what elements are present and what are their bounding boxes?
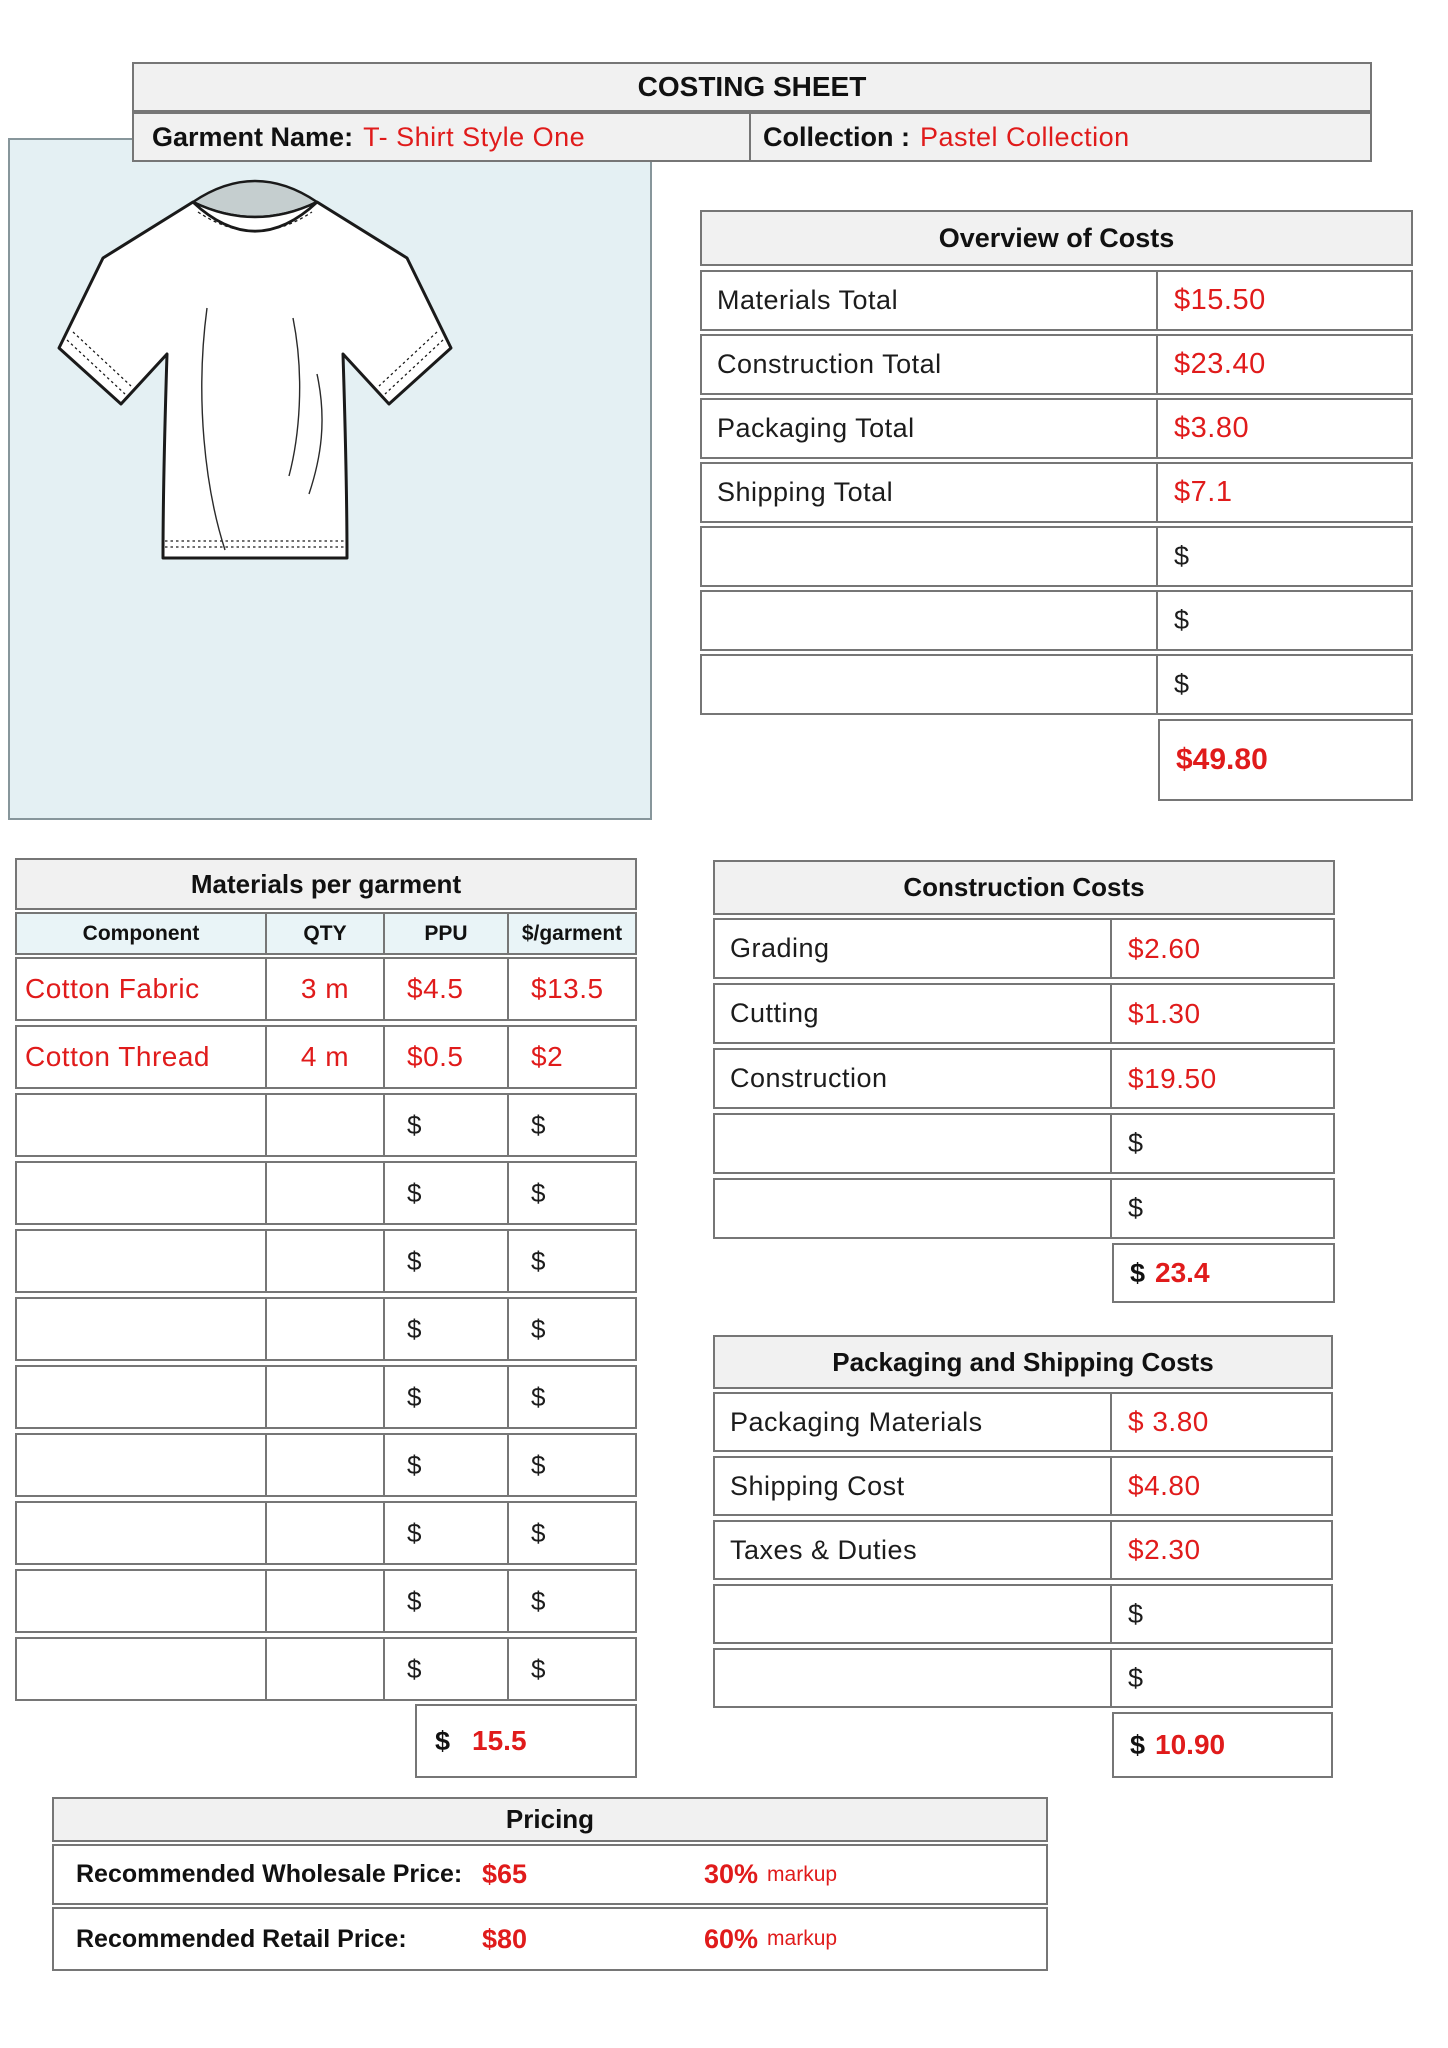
materials-per-garment: $2: [531, 1041, 564, 1072]
construction-empty-row: [713, 1113, 1335, 1174]
packaging-empty-label: [715, 1650, 1112, 1706]
materials-empty-ppu: $: [385, 1639, 509, 1699]
materials-empty-per-garment: $: [531, 1585, 546, 1616]
pricing-title: [52, 1797, 1048, 1842]
packaging-title: [713, 1335, 1333, 1389]
overview-title-text: Overview of Costs: [938, 222, 1175, 253]
packaging-row: [713, 1456, 1333, 1516]
materials-empty-component: [17, 1639, 267, 1699]
materials-empty-row: [15, 1433, 637, 1497]
packaging-row-label: Shipping Cost: [715, 1458, 1112, 1514]
materials-empty-per-garment: $: [531, 1449, 546, 1480]
construction-empty-label: [715, 1180, 1112, 1237]
materials-empty-row: [15, 1365, 637, 1429]
packaging-row-value: $ 3.80: [1128, 1406, 1209, 1437]
materials-empty-ppu: $: [385, 1571, 509, 1631]
overview-row-value: $3.80: [1174, 412, 1250, 444]
materials-empty-component: [17, 1571, 267, 1631]
materials-empty-row: [15, 1229, 637, 1293]
garment-name-value: T- Shirt Style One: [363, 121, 586, 152]
materials-empty-row: [15, 1297, 637, 1361]
overview-total-cell: [1158, 719, 1413, 801]
materials-qty: 4 m: [267, 1027, 385, 1087]
overview-row-value: $23.40: [1174, 348, 1266, 380]
construction-title-text: Construction Costs: [903, 872, 1145, 902]
pricing-markup-pct: 30%: [704, 1859, 759, 1889]
overview-row: [700, 398, 1413, 459]
materials-col-header: QTY: [267, 914, 385, 953]
packaging-row-value: $2.30: [1128, 1534, 1201, 1565]
garment-name-cell: [134, 114, 751, 160]
construction-total-currency: $: [1130, 1257, 1146, 1288]
materials-ppu: $0.5: [385, 1027, 509, 1087]
materials-empty-per-garment: $: [531, 1381, 546, 1412]
materials-row: [15, 957, 637, 1021]
overview-row-label: Shipping Total: [702, 464, 1158, 521]
overview-total-value: $49.80: [1176, 743, 1268, 776]
materials-header-row: [15, 912, 637, 955]
construction-row-value: $19.50: [1128, 1062, 1217, 1094]
construction-total-value: 23.4: [1155, 1257, 1210, 1288]
construction-row: [713, 1048, 1335, 1109]
materials-title: [15, 858, 637, 910]
packaging-row-label: Taxes & Duties: [715, 1522, 1112, 1578]
materials-empty-row: [15, 1637, 637, 1701]
materials-empty-qty: [267, 1571, 385, 1631]
materials-empty-ppu: $: [385, 1095, 509, 1155]
tshirt-flat-sketch: [55, 158, 455, 578]
construction-row: [713, 918, 1335, 979]
packaging-total-currency: $: [1130, 1729, 1146, 1760]
overview-row: [700, 270, 1413, 331]
overview-title: [700, 210, 1413, 266]
packaging-total-cell: [1112, 1712, 1333, 1778]
collection-value: Pastel Collection: [920, 121, 1130, 152]
construction-row-label: Cutting: [715, 985, 1112, 1042]
materials-total-currency: $: [435, 1725, 451, 1756]
materials-empty-component: [17, 1367, 267, 1427]
materials-total-value: 15.5: [472, 1725, 527, 1756]
overview-empty-label: [702, 656, 1158, 713]
construction-row: [713, 983, 1335, 1044]
materials-per-garment: $13.5: [531, 973, 604, 1004]
overview-empty-label: [702, 592, 1158, 649]
construction-row-value: $2.60: [1128, 932, 1201, 964]
materials-component: Cotton Thread: [17, 1027, 267, 1087]
packaging-empty-value: $: [1128, 1598, 1144, 1629]
overview-empty-row: [700, 526, 1413, 587]
construction-total-cell: [1112, 1243, 1335, 1303]
pricing-row: [52, 1907, 1048, 1971]
pricing-row-label: Recommended Wholesale Price:: [76, 1860, 463, 1888]
materials-empty-ppu: $: [385, 1299, 509, 1359]
sheet-title-bar: [132, 62, 1372, 112]
materials-empty-qty: [267, 1299, 385, 1359]
overview-row-value: $15.50: [1174, 284, 1266, 316]
tshirt-body-outline: [59, 202, 451, 558]
packaging-row-value: $4.80: [1128, 1470, 1201, 1501]
pricing-markup-pct: 60%: [704, 1923, 759, 1954]
pricing-row: [52, 1844, 1048, 1905]
overview-empty-value: $: [1174, 605, 1190, 635]
materials-empty-qty: [267, 1435, 385, 1495]
materials-empty-ppu: $: [385, 1435, 509, 1495]
materials-empty-per-garment: $: [531, 1517, 546, 1548]
overview-row-label: Packaging Total: [702, 400, 1158, 457]
packaging-empty-label: [715, 1586, 1112, 1642]
materials-total-cell: [415, 1704, 637, 1778]
overview-row-label: Materials Total: [702, 272, 1158, 329]
packaging-row-label: Packaging Materials: [715, 1394, 1112, 1450]
materials-empty-qty: [267, 1503, 385, 1563]
materials-empty-component: [17, 1299, 267, 1359]
materials-component: Cotton Fabric: [17, 959, 267, 1019]
construction-empty-label: [715, 1115, 1112, 1172]
pricing-row-label: Recommended Retail Price:: [76, 1924, 407, 1953]
materials-empty-row: [15, 1501, 637, 1565]
materials-empty-per-garment: $: [531, 1109, 546, 1140]
materials-empty-qty: [267, 1231, 385, 1291]
collection-label: Collection :: [763, 121, 910, 152]
packaging-row: [713, 1520, 1333, 1580]
garment-name-label: Garment Name:: [152, 121, 354, 152]
materials-empty-ppu: $: [385, 1503, 509, 1563]
pricing-row-price: $80: [482, 1923, 528, 1954]
construction-row-label: Construction: [715, 1050, 1112, 1107]
materials-empty-qty: [267, 1163, 385, 1223]
materials-empty-row: [15, 1161, 637, 1225]
construction-row-label: Grading: [715, 920, 1112, 977]
pricing-markup-word: markup: [767, 1927, 838, 1950]
construction-title: [713, 860, 1335, 915]
materials-col-header: PPU: [385, 914, 509, 953]
pricing-title-text: Pricing: [505, 1804, 595, 1834]
materials-ppu: $4.5: [385, 959, 509, 1019]
materials-empty-per-garment: $: [531, 1245, 546, 1276]
packaging-empty-row: [713, 1648, 1333, 1708]
overview-row: [700, 462, 1413, 523]
materials-empty-component: [17, 1231, 267, 1291]
materials-empty-component: [17, 1503, 267, 1563]
materials-empty-per-garment: $: [531, 1653, 546, 1684]
construction-empty-value: $: [1128, 1128, 1144, 1158]
materials-empty-ppu: $: [385, 1367, 509, 1427]
materials-empty-qty: [267, 1367, 385, 1427]
materials-empty-ppu: $: [385, 1163, 509, 1223]
materials-empty-row: [15, 1569, 637, 1633]
packaging-title-text: Packaging and Shipping Costs: [832, 1346, 1214, 1377]
materials-col-header: $/garment: [521, 921, 623, 945]
materials-col-header: Component: [17, 914, 267, 953]
materials-empty-component: [17, 1435, 267, 1495]
packaging-row: [713, 1392, 1333, 1452]
pricing-row-markup: [704, 1924, 837, 1955]
materials-empty-qty: [267, 1639, 385, 1699]
overview-empty-label: [702, 528, 1158, 585]
materials-empty-per-garment: $: [531, 1177, 546, 1208]
overview-empty-row: [700, 654, 1413, 715]
pricing-row-price: $65: [482, 1859, 528, 1889]
collection-cell: [751, 114, 1370, 160]
overview-row: [700, 334, 1413, 395]
overview-row-label: Construction Total: [702, 336, 1158, 393]
packaging-empty-row: [713, 1584, 1333, 1644]
materials-empty-per-garment: $: [531, 1313, 546, 1344]
packaging-empty-value: $: [1128, 1662, 1144, 1693]
overview-empty-value: $: [1174, 669, 1190, 699]
pricing-row-markup: [704, 1859, 837, 1890]
sheet-info-row: [132, 112, 1372, 162]
materials-row: [15, 1025, 637, 1089]
pricing-markup-word: markup: [767, 1862, 838, 1886]
materials-empty-component: [17, 1163, 267, 1223]
materials-qty: 3 m: [267, 959, 385, 1019]
overview-empty-row: [700, 590, 1413, 651]
construction-empty-row: [713, 1178, 1335, 1239]
materials-empty-qty: [267, 1095, 385, 1155]
sheet-title: COSTING SHEET: [637, 71, 867, 102]
construction-row-value: $1.30: [1128, 997, 1201, 1029]
materials-title-text: Materials per garment: [190, 868, 462, 899]
materials-empty-component: [17, 1095, 267, 1155]
materials-empty-ppu: $: [385, 1231, 509, 1291]
construction-empty-value: $: [1128, 1193, 1144, 1223]
overview-row-value: $7.1: [1174, 476, 1233, 508]
overview-empty-value: $: [1174, 541, 1190, 571]
materials-empty-row: [15, 1093, 637, 1157]
packaging-total-value: 10.90: [1155, 1729, 1226, 1760]
